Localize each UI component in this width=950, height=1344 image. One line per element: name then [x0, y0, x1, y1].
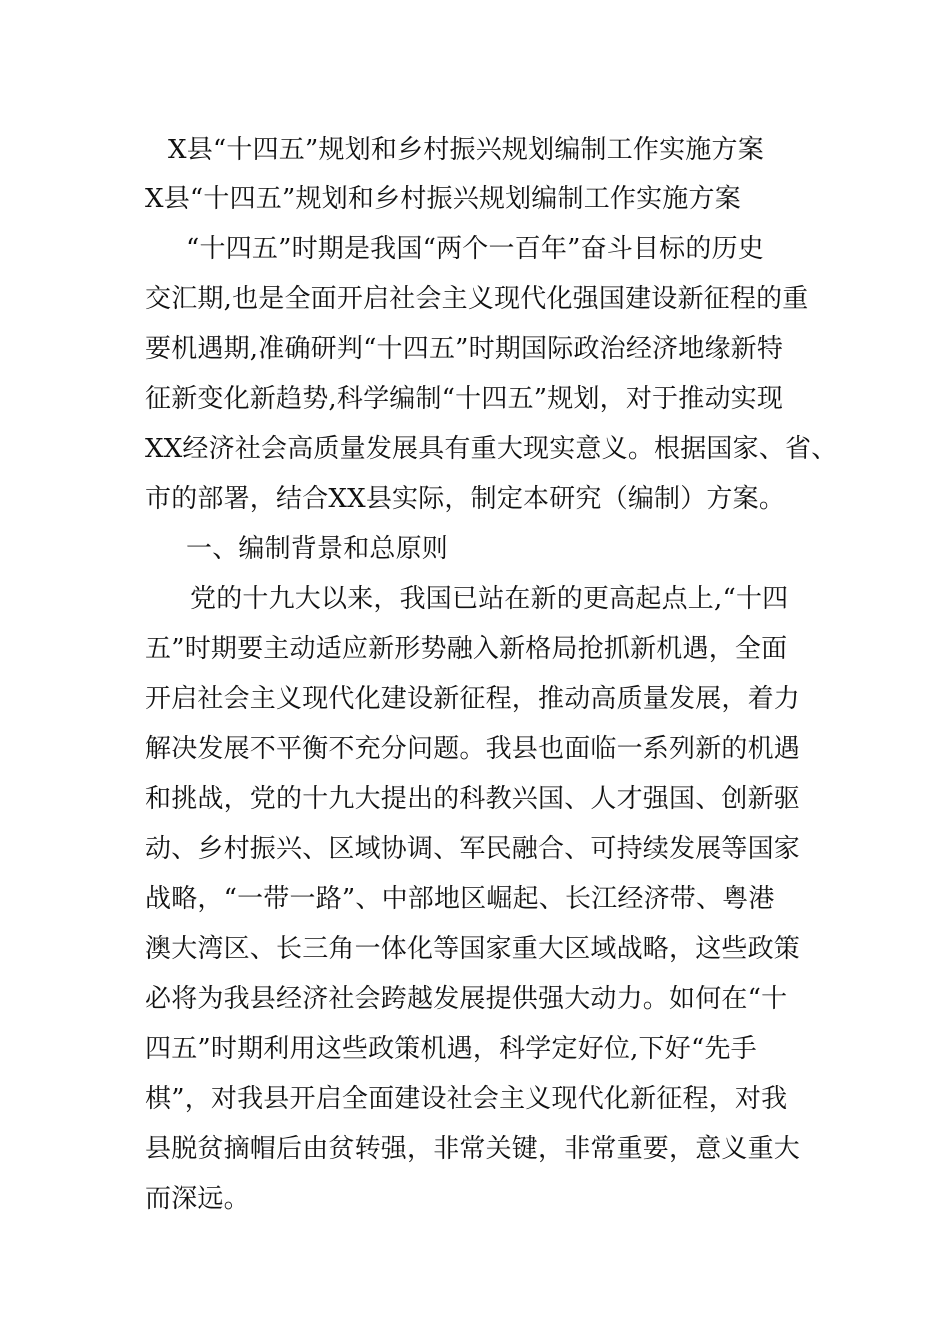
background-line: 县脱贫摘帽后由贫转强，非常关键，非常重要，意义重大: [145, 1134, 801, 1164]
background-line: 而深远。: [145, 1184, 250, 1214]
background-line: 澳大湾区、长三角一体化等国家重大区域战略，这些政策: [145, 934, 801, 964]
intro-line: XX经济社会高质量发展具有重大现实意义。根据国家、省、: [145, 434, 838, 464]
background-line: 必将为我县经济社会跨越发展提供强大动力。如何在“十: [145, 984, 788, 1014]
background-line: 四五”时期利用这些政策机遇，科学定好位,下好“先手: [145, 1034, 757, 1064]
intro-line: 市的部署，结合XX县实际，制定本研究（编制）方案。: [145, 484, 786, 514]
intro-line: 交汇期,也是全面开启社会主义现代化强国建设新征程的重: [145, 284, 809, 314]
intro-line: “十四五”时期是我国“两个一百年”奋斗目标的历史: [186, 234, 764, 264]
background-line: 战略，“一带一路”、中部地区崛起、长江经济带、粤港: [145, 884, 775, 914]
document-title-line-1: X县“十四五”规划和乡村振兴规划编制工作实施方案: [168, 135, 764, 165]
background-line: 五”时期要主动适应新形势融入新格局抢抓新机遇，全面: [145, 634, 788, 664]
background-line: 党的十九大以来，我国已站在新的更高起点上,“十四: [190, 584, 789, 614]
background-line: 开启社会主义现代化建设新征程，推动高质量发展，着力: [145, 684, 801, 714]
intro-line: 要机遇期,准确研判“十四五”时期国际政治经济地缘新特: [145, 334, 784, 364]
background-line: 棋”，对我县开启全面建设社会主义现代化新征程，对我: [145, 1084, 788, 1114]
intro-line: 征新变化新趋势,科学编制“十四五”规划，对于推动实现: [145, 384, 784, 414]
background-line: 动、乡村振兴、区域协调、军民融合、可持续发展等国家: [145, 834, 801, 864]
section-heading: 一、编制背景和总原则: [186, 534, 449, 564]
background-line: 解决发展不平衡不充分问题。我县也面临一系列新的机遇: [145, 734, 801, 764]
background-line: 和挑战，党的十九大提出的科教兴国、人才强国、创新驱: [145, 784, 801, 814]
document-title-line-2: X县“十四五”规划和乡村振兴规划编制工作实施方案: [145, 184, 741, 214]
